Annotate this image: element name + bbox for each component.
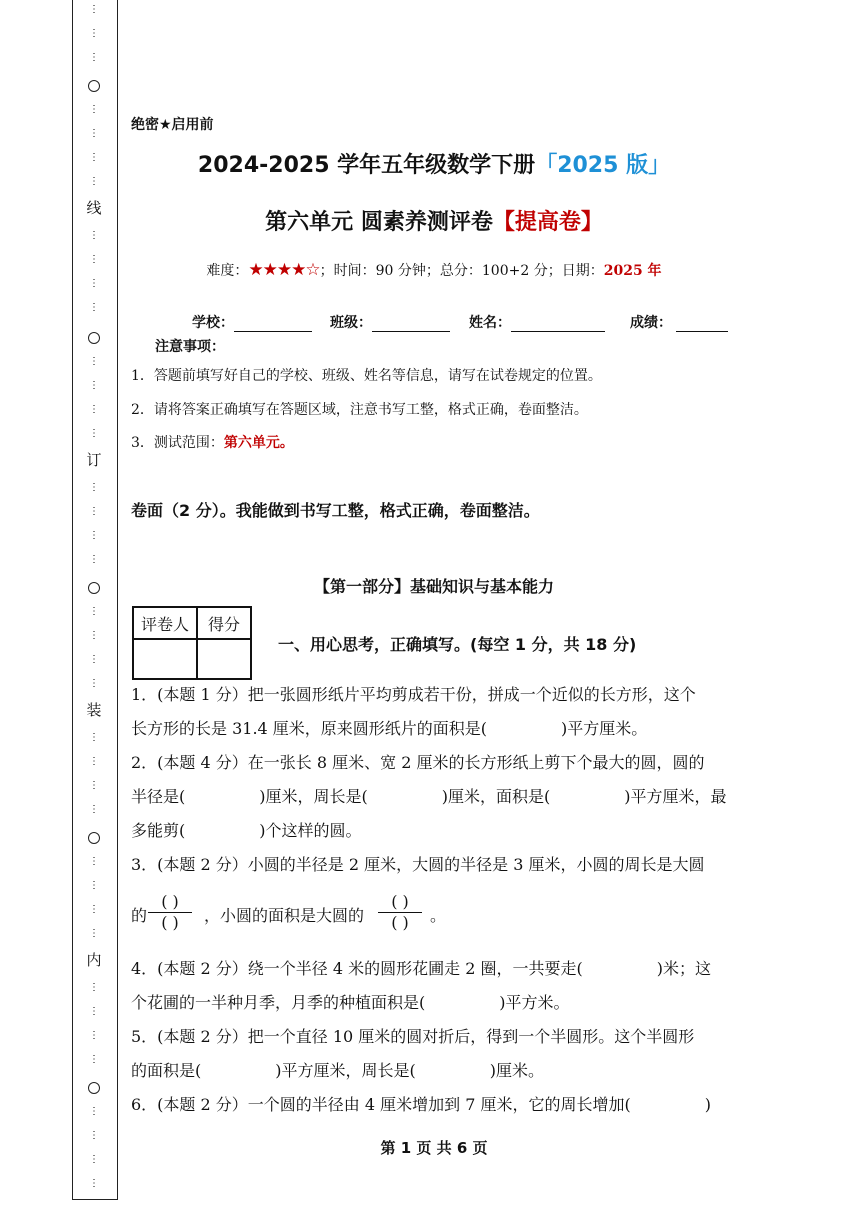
page-neatness-note: 卷面（2 分）。我能做到书写工整，格式正确，卷面整洁。 — [131, 501, 540, 520]
score-label: 成绩： — [630, 315, 672, 331]
binding-dots: ⋮ — [89, 380, 99, 391]
class-label: 班级： — [330, 315, 372, 331]
binding-dots: ⋮ — [89, 630, 99, 641]
binding-dots: ⋮ — [89, 52, 99, 63]
exam-title-main: 2024-2025 学年五年级数学下册 — [197, 153, 536, 178]
q4-text-d: )平方米。 — [499, 993, 570, 1012]
page-footer — [0, 1137, 868, 1158]
binding-dots: ⋮ — [89, 104, 99, 115]
q2-line-3 — [131, 814, 362, 848]
notice-item-3-label: 3．测试范围： — [131, 435, 224, 451]
binding-dots: ⋮ — [89, 254, 99, 265]
q6-text-b: ) — [704, 1095, 711, 1114]
binding-dots: ⋮ — [89, 482, 99, 493]
q6-text-a: 6．(本题 2 分）一个圆的半径由 4 厘米增加到 7 厘米，它的周长增加( — [131, 1095, 631, 1114]
binding-dots: ⋮ — [89, 506, 99, 517]
q3-fraction-1-denominator[interactable]: ( ) — [161, 913, 179, 932]
q5-line-2 — [131, 1054, 544, 1088]
q2-text-a: 半径是( — [131, 787, 186, 806]
binding-dots: ⋮ — [89, 28, 99, 39]
binding-dots: ⋮ — [89, 128, 99, 139]
q4-text-b: )米；这 — [656, 959, 711, 978]
binding-dots: ⋮ — [89, 1154, 99, 1165]
binding-dots: ⋮ — [89, 230, 99, 241]
q3-line-1: 3．(本题 2 分）小圆的半径是 2 厘米，大圆的半径是 3 厘米，小圆的周长是大圆 — [131, 855, 705, 874]
name-field[interactable] — [469, 312, 605, 332]
score-field[interactable] — [630, 312, 728, 332]
school-field[interactable] — [192, 312, 312, 332]
binding-char-xian: 线 — [86, 199, 102, 217]
q4-text-a: 4．(本题 2 分）绕一个半径 4 米的圆形花圃走 2 圈，一共要走( — [131, 959, 583, 978]
q4-line-2 — [131, 986, 570, 1020]
q3-text-a: 的 — [131, 906, 148, 925]
footer-total-pages: 6 — [456, 1139, 468, 1157]
binding-dots: ⋮ — [89, 804, 99, 815]
binding-dots: ⋮ — [89, 732, 99, 743]
binding-dots: ⋮ — [89, 880, 99, 891]
q2-text-b: )厘米，周长是( — [259, 787, 368, 806]
exam-subtitle — [0, 199, 868, 236]
q5-text-a: 的面积是( — [131, 1061, 202, 1080]
binding-char-zhuang: 装 — [86, 701, 102, 719]
q2-text-c: )厘米，面积是( — [441, 787, 551, 806]
binding-dots: ⋮ — [89, 982, 99, 993]
school-blank[interactable] — [234, 317, 312, 332]
q5-text-c: )厘米。 — [489, 1061, 544, 1080]
binding-dots: ⋮ — [89, 1054, 99, 1065]
binding-dots: ⋮ — [89, 756, 99, 767]
section1-title: 一、用心思考，正确填写。(每空 1 分，共 18 分) — [278, 635, 637, 654]
binding-dots: ⋮ — [89, 904, 99, 915]
footer-prefix: 第 — [380, 1139, 396, 1157]
binding-dots: ⋮ — [89, 176, 99, 187]
notice-item-1: 1．答题前填写好自己的学校、班级、姓名等信息，请写在试卷规定的位置。 — [131, 368, 602, 384]
grader-cell[interactable] — [133, 639, 197, 679]
q2-text-e: 多能剪( — [131, 821, 186, 840]
q3-text-c: 。 — [430, 906, 447, 925]
binding-dots: ⋮ — [89, 856, 99, 867]
q4-text-c: 个花圃的一半种月季，月季的种植面积是( — [131, 993, 426, 1012]
q3-fraction-2-numerator[interactable]: ( ) — [391, 892, 409, 911]
name-blank[interactable] — [511, 317, 605, 332]
q5-text-b: )平方厘米，周长是( — [275, 1061, 416, 1080]
footer-middle: 页 共 — [416, 1139, 452, 1157]
binding-dots: ⋮ — [89, 4, 99, 15]
binding-dots: ⋮ — [89, 1006, 99, 1017]
class-blank[interactable] — [372, 317, 450, 332]
binding-dots: ⋮ — [89, 1178, 99, 1189]
exam-level-tag: 【提高卷】 — [492, 210, 603, 235]
q1-line-2 — [131, 712, 647, 746]
binding-dots: ⋮ — [89, 678, 99, 689]
score-blank[interactable] — [676, 317, 728, 332]
binding-dots: ⋮ — [89, 278, 99, 289]
q2-text-f: )个这样的圆。 — [259, 821, 362, 840]
footer-suffix: 页 — [472, 1139, 488, 1157]
binding-dots: ⋮ — [89, 654, 99, 665]
notice-item-3 — [131, 432, 294, 452]
binding-dots: ⋮ — [89, 554, 99, 565]
grader-header: 评卷人 — [133, 607, 197, 639]
q3-fraction-1[interactable] — [148, 893, 192, 932]
binding-circle — [82, 332, 106, 344]
exam-edition: 「2025 版」 — [535, 153, 671, 178]
q3-fraction-2[interactable] — [378, 893, 422, 932]
difficulty-stars-filled: ★★★★ — [248, 260, 306, 280]
notice-heading: 注意事项： — [155, 339, 225, 355]
footer-page-number: 1 — [400, 1139, 412, 1157]
q4-line-1 — [131, 952, 711, 986]
binding-marks — [82, 0, 106, 1200]
q1-text-b: )平方厘米。 — [561, 719, 648, 738]
exam-meta — [0, 260, 868, 280]
difficulty-stars-empty: ☆ — [305, 260, 320, 280]
q3-fraction-1-numerator[interactable]: ( ) — [161, 892, 179, 911]
q3-text-b: ，小圆的面积是大圆的 — [204, 906, 365, 925]
binding-dots: ⋮ — [89, 1106, 99, 1117]
name-label: 姓名： — [469, 315, 511, 331]
binding-dots: ⋮ — [89, 530, 99, 541]
binding-circle — [82, 80, 106, 92]
q6-line-1 — [131, 1088, 711, 1122]
binding-dots: ⋮ — [89, 152, 99, 163]
q5-line-1: 5．(本题 2 分）把一个直径 10 厘米的圆对折后，得到一个半圆形。这个半圆形 — [131, 1027, 695, 1046]
part1-heading: 【第一部分】基础知识与基本能力 — [313, 577, 554, 596]
binding-dots: ⋮ — [89, 1030, 99, 1041]
q2-text-d: )平方厘米，最 — [624, 787, 727, 806]
binding-dots: ⋮ — [89, 428, 99, 439]
meta-details: ；时间：90 分钟；总分：100+2 分；日期： — [319, 263, 604, 279]
binding-dots: ⋮ — [89, 302, 99, 313]
q1-text-a: 长方形的长是 31.4 厘米，原来圆形纸片的面积是( — [131, 719, 488, 738]
q1-line-1: 1．(本题 1 分）把一张圆形纸片平均剪成若干份，拼成一个近似的长方形，这个 — [131, 685, 696, 704]
binding-dots: ⋮ — [89, 780, 99, 791]
exam-subtitle-main: 第六单元 圆素养测评卷 — [265, 210, 493, 235]
exam-title — [0, 148, 868, 179]
q2-line-2 — [131, 780, 727, 814]
difficulty-label: 难度： — [206, 263, 249, 279]
binding-circle — [82, 832, 106, 844]
binding-circle — [82, 1082, 106, 1094]
meta-date: 2025 年 — [603, 263, 662, 279]
secret-label: 绝密★启用前 — [131, 117, 214, 133]
q2-line-1: 2．(本题 4 分）在一张长 8 厘米、宽 2 厘米的长方形纸上剪下个最大的圆，圆的 — [131, 753, 705, 772]
notice-item-2: 2．请将答案正确填写在答题区域，注意书写工整，格式正确，卷面整洁。 — [131, 402, 588, 418]
binding-char-nei: 内 — [86, 951, 102, 969]
class-field[interactable] — [330, 312, 450, 332]
binding-char-ding: 订 — [86, 451, 102, 469]
binding-dots: ⋮ — [89, 404, 99, 415]
grading-table — [132, 606, 252, 680]
notice-item-3-value: 第六单元。 — [223, 435, 294, 451]
binding-dots: ⋮ — [89, 606, 99, 617]
q3-fraction-2-denominator[interactable]: ( ) — [391, 913, 409, 932]
score-header: 得分 — [197, 607, 251, 639]
school-label: 学校： — [192, 315, 234, 331]
binding-dots: ⋮ — [89, 1130, 99, 1141]
binding-dots: ⋮ — [89, 356, 99, 367]
binding-dots: ⋮ — [89, 928, 99, 939]
score-cell[interactable] — [197, 639, 251, 679]
